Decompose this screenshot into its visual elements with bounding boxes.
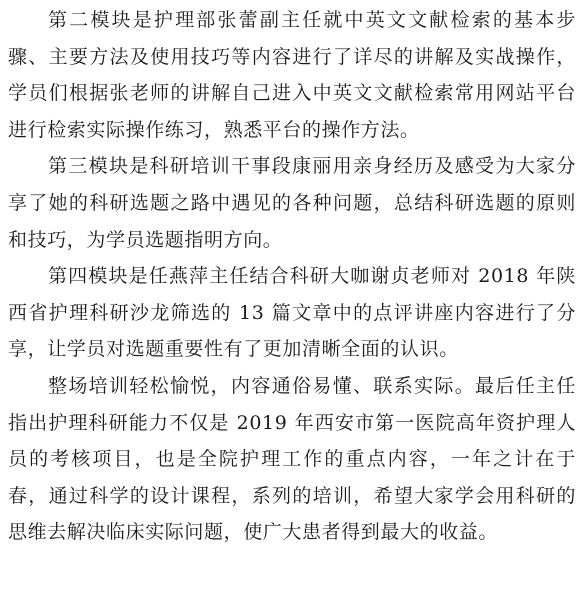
paragraph-module-two: 第二模块是护理部张蕾副主任就中英文文献检索的基本步骤、主要方法及使用技巧等内容进行了详尽的讲解及实战操作，学员们根据张老师的讲解自己进入中英文文献检索常用网站平台进行检索实际操作练习，熟悉平台的操作方法。 — [8, 9, 576, 141]
paragraph-summary: 整场培训轻松愉悦，内容通俗易懂、联系实际。最后任主任指出护理科研能力不仅是 2019 年西安市第一医院高年资护理人员的考核项目，也是全院护理工作的重点内容，一年之计在于春，通过科学的设计课程，系列的培训，希望大家学会用科研的思维去解决临床实际问题，使广大患者得到最大的收益。 — [8, 374, 576, 544]
paragraph-module-four: 第四模块是任燕萍主任结合科研大咖谢贞老师对 2018 年陕西省护理科研沙龙筛选的 13 篇文章中的点评讲座内容进行了分享，让学员对选题重要性有了更加清晰全面的认识。 — [8, 265, 576, 361]
paragraph-module-three: 第三模块是科研培训干事段康丽用亲身经历及感受为大家分享了她的科研选题之路中遇见的各种问题，总结科研选题的原则和技巧，为学员选题指明方向。 — [8, 155, 576, 251]
